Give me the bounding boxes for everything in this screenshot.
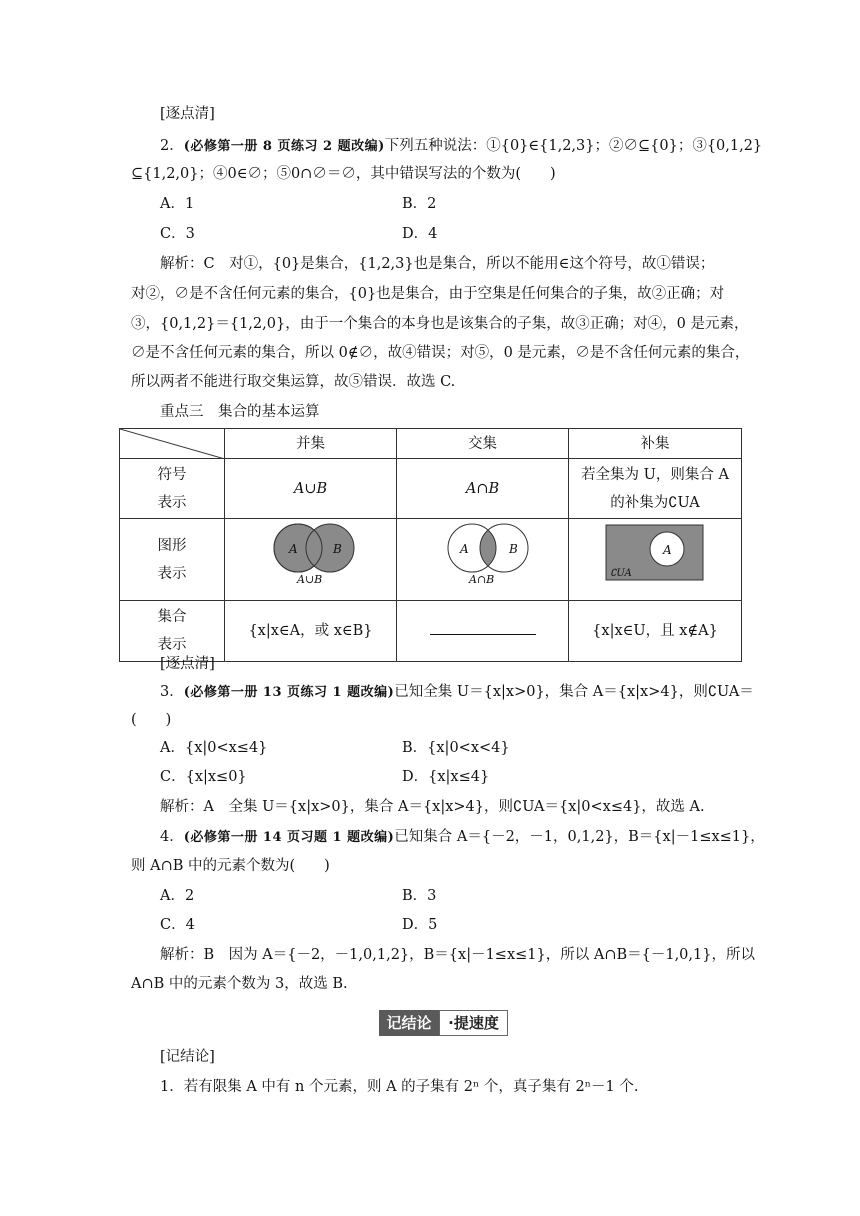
question-4-line-2: 则 A∩B 中的元素个数为( ) [131, 858, 330, 874]
union-venn-diagram [225, 519, 397, 590]
complement-venn-diagram [569, 519, 742, 590]
complement-text-line: 若全集为 U，则集合 A [581, 466, 729, 483]
complement-symbol [569, 459, 742, 519]
option-c: C．4 [160, 917, 195, 933]
analysis-line: 所以两者不能进行取交集运算，故⑤错误．故选 C. [131, 374, 456, 390]
set-b-label: B [333, 542, 342, 556]
analysis-line: 解析：A 全集 U＝{x|x>0}，集合 A＝{x|x>4}，则∁UA＝{x|0<x≤4}，故选 A. [160, 799, 705, 815]
option-b: B．3 [402, 888, 437, 904]
diagonal-line [120, 429, 225, 459]
question-2-line-2: ⊆{1,2,0}；④0∈∅；⑤0∩∅＝∅，其中错误写法的个数为( ) [131, 166, 556, 182]
fill-in-blank [430, 633, 536, 635]
label-line: 符号 [157, 466, 187, 483]
option-d: D．5 [402, 917, 438, 933]
question-text: 已知集合 A＝{－2，－1，0,1,2}，B＝{x|－1≤x≤1}， [394, 829, 765, 845]
union-caption: A∪B [297, 573, 323, 586]
option-c: C．3 [160, 226, 195, 242]
conclusion-item: 1．若有限集 A 中有 n 个元素，则 A 的子集有 2ⁿ 个，真子集有 2ⁿ－1 个. [160, 1079, 639, 1095]
union-symbol: A∪B [225, 459, 397, 519]
option-c: C．{x|x≤0} [160, 769, 247, 785]
set-operations-table [119, 428, 741, 653]
option-b: B．{x|0<x<4} [402, 740, 510, 756]
question-source: (必修第一册 14 页习题 1 题改编) [183, 830, 395, 845]
set-b-label: B [509, 542, 518, 556]
conclusion-heading: [记结论] [160, 1049, 215, 1065]
complement-venn-cell [569, 519, 742, 601]
question-number: 2． [160, 138, 184, 154]
intersection-venn-diagram [397, 519, 569, 590]
question-2-line-1 [160, 136, 762, 157]
complement-text-line: 的补集为∁UA [610, 494, 700, 511]
analysis-line: ∅是不含任何元素的集合，所以 0∉∅，故④错误；对⑤，0 是元素，∅是不含任何元素的集合， [131, 345, 750, 361]
analysis-line: 对②，∅是不含任何元素的集合，{0}也是集合，由于空集是任何集合的子集，故②正确；对 [131, 286, 725, 302]
question-text: 下列五种说法：①{0}∈{1,2,3}；②∅⊆{0}；③{0,1,2} [384, 138, 763, 154]
label-line: 表示 [157, 637, 187, 653]
question-source: (必修第一册 13 页练习 1 题改编) [183, 685, 395, 700]
question-4-line-1 [160, 827, 765, 848]
row-label-set [120, 601, 225, 662]
row-label-symbol [120, 459, 225, 519]
row-label-figure [120, 519, 225, 601]
set-a-label: A [663, 543, 672, 557]
label-line: 集合 [157, 609, 187, 625]
option-a: A．{x|0<x≤4} [160, 740, 268, 756]
header-intersection: 交集 [397, 429, 569, 459]
option-a: A．2 [160, 888, 195, 904]
analysis-line: 解析：B 因为 A＝{－2，－1,0,1,2}，B＝{x|－1≤x≤1}，所以 A∩B＝{－1,0,1}，所以 [160, 947, 755, 963]
question-number: 3． [160, 684, 184, 700]
conclusion-banner [379, 1010, 508, 1036]
question-3-line-1 [160, 682, 754, 703]
intersection-blank-cell [397, 601, 569, 662]
option-d: D．4 [402, 226, 438, 242]
analysis-line: 解析：C 对①，{0}是集合，{1,2,3}也是集合，所以不能用∈这个符号，故①错误； [160, 256, 715, 272]
header-union: 并集 [225, 429, 397, 459]
label-line: 表示 [157, 494, 187, 511]
intersection-symbol: A∩B [397, 459, 569, 519]
analysis-line: ③，{0,1,2}＝{1,2,0}，由于一个集合的本身也是该集合的子集，故③正确；对④，0 是元素， [131, 316, 749, 332]
key-point-heading: 重点三 集合的基本运算 [160, 404, 320, 420]
header-complement: 补集 [569, 429, 742, 459]
intersection-venn-cell [397, 519, 569, 601]
set-a-label: A [460, 542, 469, 556]
set-a-label: A [289, 542, 298, 556]
intersection-caption: A∩B [469, 573, 495, 586]
question-3-line-2: ( ) [131, 712, 172, 728]
complement-set-notation: {x|x∈U，且 x∉A} [569, 601, 742, 662]
question-number: 4． [160, 829, 184, 845]
analysis-line: A∩B 中的元素个数为 3，故选 B. [131, 976, 348, 992]
label-line: 表示 [157, 565, 187, 582]
option-a: A．1 [160, 196, 195, 212]
complement-caption: ∁UA [610, 568, 632, 579]
diagonal-header-cell [120, 429, 225, 459]
banner-dark-part: 记结论 [379, 1010, 439, 1036]
union-set-notation: {x|x∈A，或 x∈B} [225, 601, 397, 662]
question-text: 已知全集 U＝{x|x>0}，集合 A＝{x|x>4}，则∁UA＝ [394, 684, 754, 700]
section-heading: [逐点清] [160, 106, 215, 122]
question-source: (必修第一册 8 页练习 2 题改编) [183, 139, 385, 154]
label-line: 图形 [157, 537, 187, 554]
section-heading: [逐点清] [160, 656, 215, 672]
banner-light-part: ·提速度 [439, 1010, 508, 1036]
union-venn-cell [225, 519, 397, 601]
option-d: D．{x|x≤4} [402, 769, 490, 785]
option-b: B．2 [402, 196, 437, 212]
